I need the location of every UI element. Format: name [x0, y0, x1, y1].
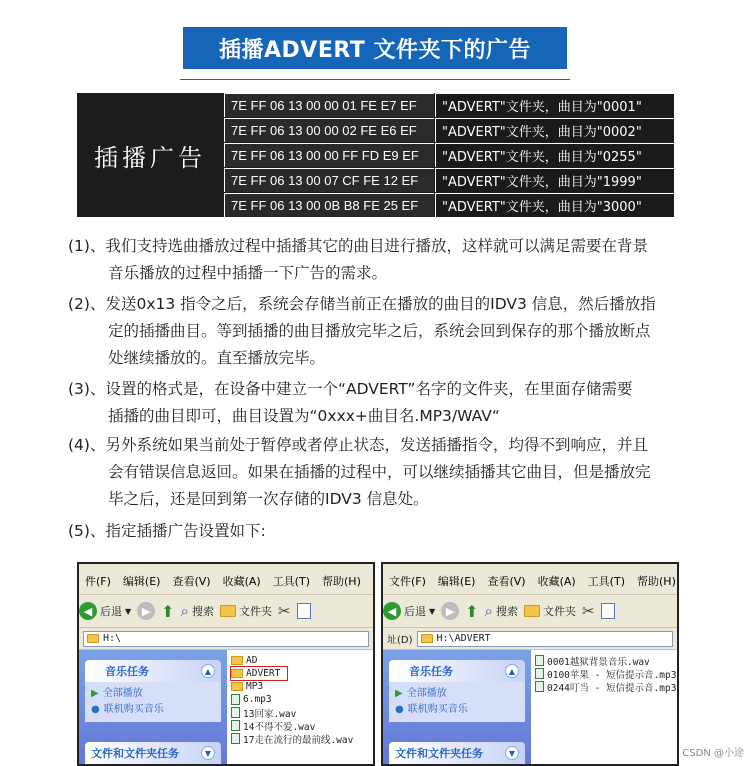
address-input[interactable] [83, 631, 369, 647]
menu-edit[interactable]: 编辑(E) [122, 575, 161, 588]
folder-icon [421, 634, 433, 643]
file-name: MP3 [246, 681, 264, 692]
back-label: 后退 [100, 605, 122, 618]
task-label: 全部播放 [406, 688, 447, 699]
command-description: "ADVERT"文件夹，曲目为"3000" [435, 193, 674, 217]
audio-file-icon [231, 733, 240, 744]
folders-button[interactable] [220, 603, 272, 619]
file-name: 0244叮当 - 短信提示音.mp3 [547, 682, 677, 694]
table-row [224, 143, 674, 167]
cut-button[interactable] [278, 602, 291, 620]
folder-icon [231, 682, 243, 691]
search-label: 搜索 [495, 605, 518, 618]
address-bar [383, 628, 677, 650]
paragraph-1 [68, 233, 688, 287]
folders-label: 文件夹 [542, 605, 576, 618]
paragraph-4 [68, 432, 688, 513]
forward-arrow-icon: ▶ [137, 602, 155, 620]
footer-credit: CSDN @小途 [682, 748, 744, 759]
address-value: H:\ [103, 633, 122, 644]
play-icon: ▶ [395, 688, 403, 699]
drive-icon [87, 634, 99, 643]
menu-help[interactable]: 帮助(H) [637, 575, 676, 588]
search-icon: ⌕ [484, 602, 493, 620]
command-code: 7E FF 06 13 00 00 02 FE E6 EF [224, 118, 434, 142]
copy-button[interactable] [297, 603, 311, 619]
back-button[interactable] [79, 602, 131, 620]
globe-icon: ● [395, 704, 404, 715]
search-label: 搜索 [191, 605, 214, 618]
file-name: ADVERT [246, 668, 281, 679]
list-item[interactable] [231, 719, 369, 732]
folder-icon [231, 656, 243, 665]
table-row [224, 93, 674, 117]
music-tasks-header[interactable] [85, 660, 221, 682]
table-row [224, 118, 674, 142]
paragraph-line: 处继续播放的。直至播放完毕。 [108, 349, 326, 367]
menu-tools[interactable]: 工具(T) [587, 575, 625, 588]
audio-file-icon [231, 694, 240, 705]
task-pane [79, 650, 227, 766]
scissors-icon: ✂ [581, 602, 595, 620]
forward-arrow-icon: ▶ [441, 602, 459, 620]
explorer-window-root [77, 562, 375, 766]
menu-bar [383, 572, 677, 592]
copy-icon [297, 603, 311, 619]
task-play-all[interactable] [395, 686, 519, 702]
command-table [77, 93, 674, 217]
task-label: 联机购买音乐 [407, 704, 468, 715]
folder-icon [231, 669, 243, 678]
task-play-all[interactable] [91, 686, 215, 702]
command-description: "ADVERT"文件夹，曲目为"0001" [435, 93, 674, 117]
address-input[interactable] [417, 631, 673, 647]
globe-icon: ● [91, 704, 100, 715]
address-value: H:\ADVERT [436, 633, 491, 644]
file-name: 13回家.wav [243, 708, 297, 720]
play-icon: ▶ [91, 688, 99, 699]
list-item[interactable] [231, 706, 369, 719]
task-buy-music[interactable] [91, 702, 215, 718]
table-row-label: 插播广告 [94, 143, 206, 172]
file-name: 0100苹果 - 短信提示音.mp3 [547, 669, 677, 681]
file-tasks-header[interactable] [389, 742, 525, 764]
folder-up-icon: ⬆ [161, 601, 175, 621]
paragraph-line: (5)、指定插播广告设置如下: [68, 522, 266, 540]
audio-file-icon [231, 720, 240, 731]
list-item[interactable] [231, 680, 369, 693]
list-item[interactable] [231, 654, 369, 667]
paragraph-line: 插播的曲目即可，曲目设置为“0xxx+曲目名.MP3/WAV“ [108, 407, 500, 425]
list-item[interactable] [535, 667, 677, 681]
task-pane [383, 650, 531, 766]
music-tasks-list [85, 682, 221, 722]
file-tasks-title: 文件和文件夹任务 [91, 747, 179, 760]
file-tasks-title: 文件和文件夹任务 [395, 747, 483, 760]
up-button[interactable] [465, 602, 478, 621]
menu-file[interactable]: 件(F) [85, 575, 111, 588]
paragraph-line: (4)、另外系统如果当前处于暂停或者停止状态，发送插播指令，均得不到响应，并且 [68, 436, 648, 454]
file-name: 6.mp3 [243, 694, 272, 705]
list-item[interactable] [231, 693, 369, 706]
toolbar [383, 594, 677, 628]
menu-view[interactable]: 查看(V) [487, 575, 526, 588]
chevron-down-icon[interactable]: ▼ [505, 746, 519, 760]
explorer-window-advert [381, 562, 679, 766]
list-item[interactable] [535, 680, 677, 694]
up-button[interactable] [161, 602, 174, 621]
toolbar [79, 594, 373, 628]
paragraph-line: (2)、发送0x13 指令之后，系统会存储当前正在播放的曲目的IDV3 信息，然后播放指 [68, 295, 656, 313]
menu-favorites[interactable]: 收藏(A) [537, 575, 576, 588]
audio-file-icon [535, 681, 544, 692]
forward-button[interactable] [441, 602, 459, 620]
file-name: 14不得不爱.wav [243, 721, 316, 733]
music-tasks-list [389, 682, 525, 722]
list-item[interactable] [231, 667, 287, 680]
task-label: 全部播放 [102, 688, 143, 699]
dropdown-arrow-icon[interactable]: ▼ [125, 606, 132, 616]
file-tasks-header[interactable] [85, 742, 221, 764]
menu-view[interactable]: 查看(V) [172, 575, 211, 588]
folders-label: 文件夹 [238, 605, 272, 618]
cut-button[interactable] [582, 602, 595, 620]
command-code: 7E FF 06 13 00 0B B8 FE 25 EF [224, 193, 434, 217]
chevron-down-icon[interactable]: ▼ [201, 746, 215, 760]
paragraph-2 [68, 291, 688, 372]
search-button[interactable] [485, 602, 518, 620]
file-name: 0001越狱背景音乐.wav [547, 656, 650, 668]
menu-favorites[interactable]: 收藏(A) [222, 575, 261, 588]
paragraph-line: 定的插播曲目。等到插播的曲目播放完毕之后，系统会回到保存的那个播放断点 [108, 322, 651, 340]
menu-edit[interactable]: 编辑(E) [437, 575, 476, 588]
table-row [224, 168, 674, 192]
scissors-icon: ✂ [277, 602, 291, 620]
command-code: 7E FF 06 13 00 00 FF FD E9 EF [224, 143, 434, 167]
paragraph-line: (3)、设置的格式是，在设备中建立一个“ADVERT”名字的文件夹，在里面存储需要 [68, 380, 633, 398]
search-button[interactable] [181, 602, 214, 620]
title-divider [180, 79, 570, 80]
page-title: 插播ADVERT 文件夹下的广告 [183, 27, 567, 69]
paragraph-line: (1)、我们支持选曲播放过程中插播其它的曲目进行播放，这样就可以满足需要在背景 [68, 237, 648, 255]
forward-button[interactable] [137, 602, 155, 620]
chevron-up-icon[interactable]: ▲ [201, 664, 215, 678]
back-button[interactable] [383, 602, 435, 620]
copy-button[interactable] [601, 603, 615, 619]
table-row [224, 193, 674, 217]
chevron-up-icon[interactable]: ▲ [505, 664, 519, 678]
file-list [531, 650, 677, 764]
menu-bar [79, 572, 373, 592]
menu-tools[interactable]: 工具(T) [272, 575, 310, 588]
task-buy-music[interactable] [395, 702, 519, 718]
music-tasks-title: 音乐任务 [409, 665, 453, 678]
folder-up-icon: ⬆ [465, 601, 479, 621]
audio-file-icon [231, 707, 240, 718]
paragraph-line: 毕之后，还是回到第一次存储的IDV3 信息处。 [108, 490, 429, 508]
file-name: AD [246, 655, 258, 666]
paragraph-line: 音乐播放的过程中插播一下广告的需求。 [108, 264, 388, 282]
back-arrow-icon: ◀ [383, 602, 401, 620]
menu-file[interactable]: 文件(F) [389, 575, 426, 588]
task-label: 联机购买音乐 [103, 704, 164, 715]
audio-file-icon [535, 655, 544, 666]
paragraph-5 [68, 518, 688, 545]
audio-file-icon [535, 668, 544, 679]
back-arrow-icon: ◀ [79, 602, 97, 620]
menu-help[interactable]: 帮助(H) [322, 575, 361, 588]
folders-button[interactable] [524, 603, 576, 619]
command-code: 7E FF 06 13 00 07 CF FE 12 EF [224, 168, 434, 192]
command-description: "ADVERT"文件夹，曲目为"0002" [435, 118, 674, 142]
list-item[interactable] [535, 654, 673, 667]
folder-icon [524, 605, 540, 617]
address-bar [79, 628, 373, 650]
command-description: "ADVERT"文件夹，曲目为"0255" [435, 143, 674, 167]
command-description: "ADVERT"文件夹，曲目为"1999" [435, 168, 674, 192]
address-label: 址(D) [387, 635, 413, 646]
music-tasks-header[interactable] [389, 660, 525, 682]
file-name: 17走在流行的最前线.wav [243, 734, 354, 746]
paragraph-3 [68, 376, 688, 430]
command-code: 7E FF 06 13 00 00 01 FE E7 EF [224, 93, 434, 117]
copy-icon [601, 603, 615, 619]
file-list [227, 650, 373, 764]
dropdown-arrow-icon[interactable]: ▼ [429, 606, 436, 616]
list-item[interactable] [231, 732, 369, 745]
folder-icon [220, 605, 236, 617]
search-icon: ⌕ [180, 602, 189, 620]
music-tasks-title: 音乐任务 [105, 665, 149, 678]
back-label: 后退 [404, 605, 426, 618]
paragraph-line: 会有错误信息返回。如果在插播的过程中，可以继续插播其它曲目，但是播放完 [108, 463, 651, 481]
